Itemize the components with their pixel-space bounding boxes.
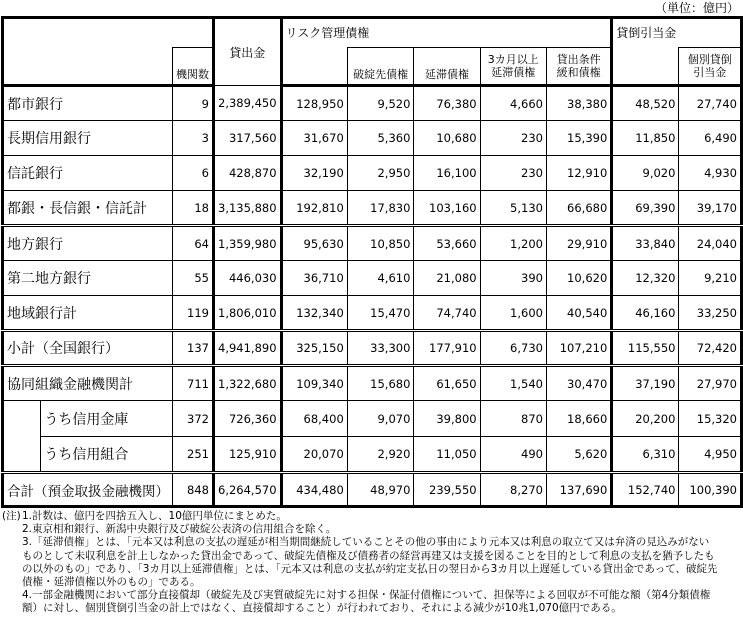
cell-risk-total: 109,340 [281,366,347,401]
indent-spacer [3,401,41,473]
row-label: 合計（預金取扱金融機関） [3,473,173,507]
header-institution-count: 機関数 [173,48,214,86]
header-specific-line2: 引当金 [693,66,727,79]
cell-bankrupt: 4,610 [347,261,414,296]
cell-risk-total: 36,710 [281,261,347,296]
row-label: うち信用組合 [41,437,173,473]
cell-specific: 24,040 [679,226,742,261]
cell-restructured: 10,620 [546,261,611,296]
cell-delinquent: 239,550 [414,473,480,507]
cell-restructured: 29,910 [546,226,611,261]
cell-restructured: 107,210 [546,331,611,366]
cell-delinquent: 177,910 [414,331,480,366]
table-row-subtotal [3,331,742,366]
header-past-due-3m-line2: 延滞債権 [491,66,536,79]
cell-delinquent: 11,050 [414,437,480,473]
row-label: 地域銀行計 [3,296,173,331]
cell-specific: 27,740 [679,86,742,121]
cell-past-due-3m: 490 [480,437,546,473]
cell-count: 55 [173,261,214,296]
header-specific-line1: 個別貸倒 [687,53,732,66]
cell-delinquent: 39,800 [414,401,480,437]
table-row-subtotal [3,296,742,331]
cell-risk-total: 20,070 [281,437,347,473]
cell-past-due-3m: 1,600 [480,296,546,331]
cell-loans: 2,389,450 [214,86,282,121]
table-row [3,121,742,156]
footnote-line: 3.「延滞債権」とは、「元本又は利息の支払の遅延が相当期間継続していることその他の事由により元本又は利息の取立て又は弁済の見込みがない [22,536,710,549]
cell-risk-total: 325,150 [281,331,347,366]
cell-delinquent: 16,100 [414,156,480,191]
cell-bankrupt: 2,950 [347,156,414,191]
cell-restructured: 12,910 [546,156,611,191]
header-risk-total-spacer [281,48,347,86]
cell-loans: 4,941,890 [214,331,282,366]
cell-specific: 27,970 [679,366,742,401]
header-loans: 貸出金 [214,18,282,86]
table-row [3,226,742,261]
cell-delinquent: 10,680 [414,121,480,156]
cell-allowance: 69,390 [612,191,679,226]
cell-loans: 3,135,880 [214,191,282,226]
table-row [3,261,742,296]
cell-loans: 317,560 [214,121,282,156]
cell-allowance: 46,160 [612,296,679,331]
cell-count: 711 [173,366,214,401]
cell-count: 18 [173,191,214,226]
table-row [3,401,742,437]
cell-loans: 428,870 [214,156,282,191]
row-label: 長期信用銀行 [3,121,173,156]
cell-risk-total: 32,190 [281,156,347,191]
table-row [3,86,742,121]
cell-bankrupt: 15,470 [347,296,414,331]
unit-label: （単位：億円） [654,1,739,15]
row-label: 小計（全国銀行） [3,331,173,366]
risk-managed-loans-table [1,16,743,508]
cell-allowance: 152,740 [612,473,679,507]
footnote-line: 4.一部金融機関において部分直接償却（破綻先及び実質破綻先に対する担保・保証付債権について、担保等による回収が不可能な額（第4分類債権 [22,589,711,602]
cell-bankrupt: 9,070 [347,401,414,437]
header-restructured [546,48,611,86]
cell-allowance: 33,840 [612,226,679,261]
cell-delinquent: 76,380 [414,86,480,121]
cell-risk-total: 95,630 [281,226,347,261]
cell-loans: 1,359,980 [214,226,282,261]
header-risk-managed: リスク管理債権 [281,18,612,48]
cell-past-due-3m: 4,660 [480,86,546,121]
cell-count: 251 [173,437,214,473]
cell-loans: 6,264,570 [214,473,282,507]
cell-specific: 100,390 [679,473,742,507]
cell-risk-total: 31,670 [281,121,347,156]
cell-allowance: 20,200 [612,401,679,437]
cell-specific: 33,250 [679,296,742,331]
cell-past-due-3m: 6,730 [480,331,546,366]
cell-restructured: 18,660 [546,401,611,437]
footnote-prefix: (注) [2,510,21,522]
cell-allowance: 37,190 [612,366,679,401]
cell-restructured: 30,470 [546,366,611,401]
cell-restructured: 66,680 [546,191,611,226]
table-row-subtotal [3,366,742,401]
cell-bankrupt: 10,850 [347,226,414,261]
cell-count: 119 [173,296,214,331]
cell-specific: 39,170 [679,191,742,226]
header-delinquent: 延滞債権 [414,48,480,86]
cell-count: 848 [173,473,214,507]
header-specific-allowance [679,48,742,86]
cell-restructured: 15,390 [546,121,611,156]
cell-specific: 4,950 [679,437,742,473]
cell-loans: 1,322,680 [214,366,282,401]
row-label: 都市銀行 [3,86,173,121]
header-allowance: 貸倒引当金 [612,18,742,48]
footnote-line: 債権・延滞債権以外のもの」である。 [22,576,201,589]
cell-bankrupt: 2,920 [347,437,414,473]
cell-allowance: 12,320 [612,261,679,296]
cell-count: 9 [173,86,214,121]
footnotes [2,510,742,616]
cell-specific: 6,490 [679,121,742,156]
header-restructured-line1: 貸出条件 [556,53,601,66]
table-row-total [3,473,742,507]
cell-risk-total: 434,480 [281,473,347,507]
cell-delinquent: 21,080 [414,261,480,296]
cell-restructured: 38,380 [546,86,611,121]
cell-bankrupt: 9,520 [347,86,414,121]
cell-delinquent: 74,740 [414,296,480,331]
footnote-line: 額）に対し、個別貸倒引当金の計上ではなく、直接償却すること）が行われており、それによる減少が10兆1,070億円である。 [22,602,622,615]
footnote-line: の以外のもの」であり、「3カ月以上延滞債権」とは、「元本又は利息の支払が約定支払日の翌日から3カ月以上遅延している貸出金であって、破綻先 [22,562,718,575]
cell-specific: 4,930 [679,156,742,191]
header-corner-lower [3,48,173,86]
cell-bankrupt: 5,360 [347,121,414,156]
cell-bankrupt: 48,970 [347,473,414,507]
cell-count: 3 [173,121,214,156]
cell-past-due-3m: 230 [480,156,546,191]
row-label: うち信用金庫 [41,401,173,437]
cell-risk-total: 128,950 [281,86,347,121]
cell-delinquent: 53,660 [414,226,480,261]
row-label: 都銀・長信銀・信託計 [3,191,173,226]
row-label: 第二地方銀行 [3,261,173,296]
cell-loans: 446,030 [214,261,282,296]
header-bankrupt: 破綻先債権 [347,48,414,86]
cell-loans: 726,360 [214,401,282,437]
cell-risk-total: 192,810 [281,191,347,226]
header-past-due-3m [480,48,546,86]
cell-past-due-3m: 1,200 [480,226,546,261]
cell-count: 6 [173,156,214,191]
cell-count: 137 [173,331,214,366]
cell-restructured: 40,540 [546,296,611,331]
header-past-due-3m-line1: 3カ月以上 [487,53,539,66]
table-row-subtotal [3,191,742,226]
cell-delinquent: 103,160 [414,191,480,226]
row-label: 協同組織金融機関計 [3,366,173,401]
table-row [3,156,742,191]
cell-past-due-3m: 870 [480,401,546,437]
header-corner [3,18,214,48]
cell-allowance: 48,520 [612,86,679,121]
cell-delinquent: 61,650 [414,366,480,401]
cell-allowance: 115,550 [612,331,679,366]
cell-specific: 72,420 [679,331,742,366]
header-restructured-line2: 緩和債権 [556,66,601,79]
cell-loans: 1,806,010 [214,296,282,331]
cell-risk-total: 132,340 [281,296,347,331]
cell-bankrupt: 15,680 [347,366,414,401]
cell-allowance: 9,020 [612,156,679,191]
footnote-line: 1.計数は、億円を四捨五入し、10億円単位にまとめた。 [22,510,287,522]
cell-restructured: 137,690 [546,473,611,507]
cell-restructured: 5,620 [546,437,611,473]
footnote-line: 2.東京相和銀行、新潟中央銀行及び破綻公表済の信用組合を除く。 [22,523,337,536]
footnote-line: ものとして未収利息を計上しなかった貸出金であって、破綻先債権及び債務者の経営再建又は支援を図ることを目的として利息の支払を猶予したも [22,549,715,562]
cell-allowance: 11,850 [612,121,679,156]
cell-past-due-3m: 1,540 [480,366,546,401]
cell-past-due-3m: 390 [480,261,546,296]
cell-allowance: 6,310 [612,437,679,473]
header-allowance-total-spacer [612,48,679,86]
cell-bankrupt: 17,830 [347,191,414,226]
cell-past-due-3m: 5,130 [480,191,546,226]
cell-specific: 15,320 [679,401,742,437]
table-row [3,437,742,473]
cell-past-due-3m: 230 [480,121,546,156]
cell-count: 372 [173,401,214,437]
row-label: 地方銀行 [3,226,173,261]
cell-specific: 9,210 [679,261,742,296]
cell-past-due-3m: 8,270 [480,473,546,507]
cell-risk-total: 68,400 [281,401,347,437]
row-label: 信託銀行 [3,156,173,191]
cell-bankrupt: 33,300 [347,331,414,366]
cell-loans: 125,910 [214,437,282,473]
cell-count: 64 [173,226,214,261]
